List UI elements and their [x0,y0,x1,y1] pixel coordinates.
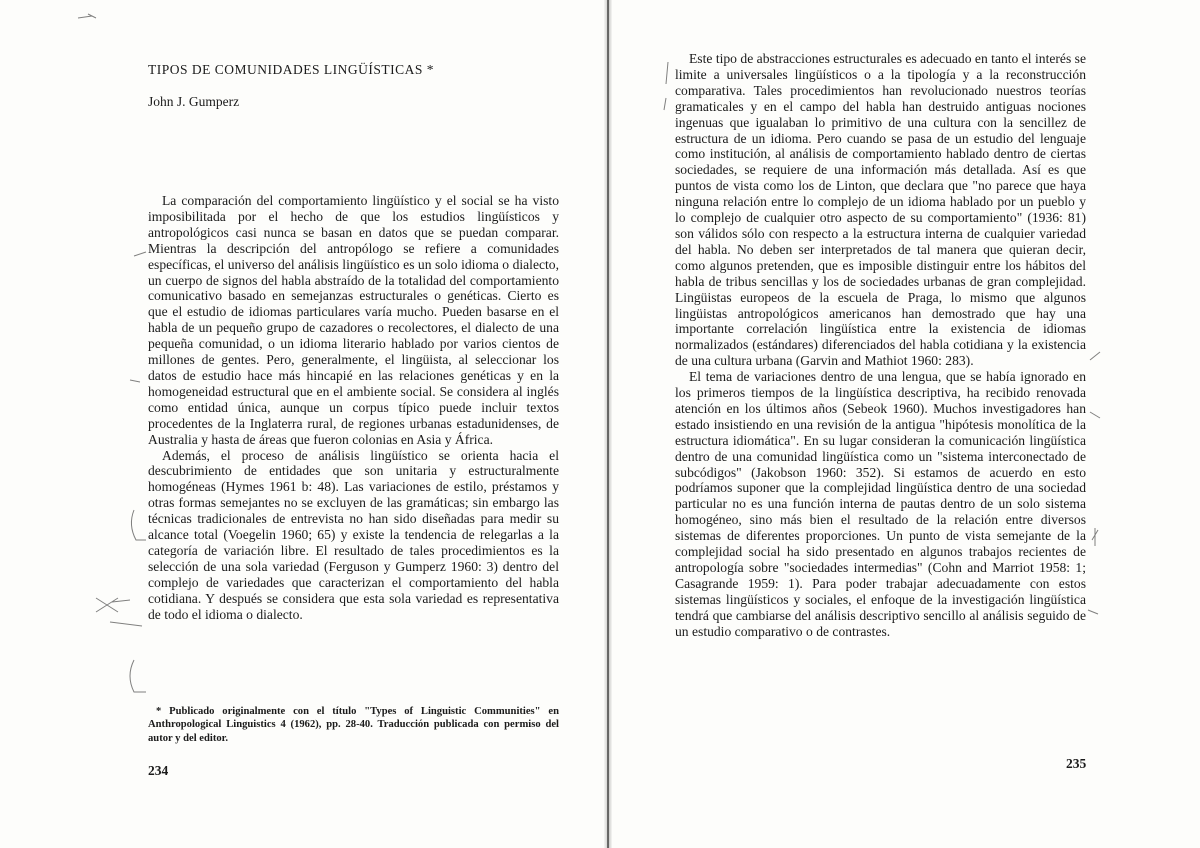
right-paragraph-2: El tema de variaciones dentro de una lengua, que se había ignorado en los primeros tiempos de la lingüística descriptiva, ha recibido renovada atención en los últimos años (Sebeok 1960). Muchos investigadores han estado insistiendo en una revisión de la antigua "hipótesis monolítica de la estructura idiomática". En su lugar consideran la comunicación lingüística dentro de una comunidad lingüística como un "sistema interconectado de subcódigos" (Jakobson 1960: 352). Si estamos de acuerdo en esto podríamos suponer que la complejidad lingüística dentro de una sociedad particular no es una función interna de pautas dentro de un solo sistema homogéneo, sino más bien el resultado de la relación entre diversos sistemas de diferentes proporciones. Un punto de vista semejante de la complejidad social ha sido presentado en algunos trabajos recientes de antropología sobre "sociedades intermedias" (Cohn and Marriot 1958: 1; Casagrande 1959: 1). Para poder trabajar adecuadamente con estos sistemas lingüísticos y sociales, el enfoque de la investigación lingüística tendrá que cambiarse del análisis descriptivo sencillo al análisis seguido de un estudio comparativo o de contrastes. [675,369,1086,639]
footnote [148,705,559,745]
chapter-title: TIPOS DE COMUNIDADES LINGÜÍSTICAS * [148,62,435,77]
page-number-right: 235 [1066,756,1087,771]
right-body-text [675,51,1086,640]
footnote-text: * Publicado originalmente con el título "Types of Linguistic Communities" en Anthropological Linguistics 4 (1962), pp. 28-40. Traducción publicada con permiso del autor y del editor. [148,706,559,744]
page-number-left: 234 [148,763,169,778]
right-page [612,0,1200,848]
left-paragraph-2: Además, el proceso de análisis lingüístico se orienta hacia el descubrimiento de entidades que son unitaria y estructuralmente homogéneas (Hymes 1961 b: 48). Las variaciones de estilo, préstamos y otras formas semejantes no se excluyen de las gramáticas; sin embargo las técnicas tradicionales de entrevista no han sido diseñadas para medir su alcance total (Voegelin 1960; 65) y existe la tendencia de relegarlas a la categoría de variación libre. El resultado de tales procedimientos es la selección de una sola variedad (Ferguson y Gumperz 1960: 3) dentro del complejo de variedades que caracterizan el comportamiento del habla cotidiana. Y después se considera que esta sola variedad es representativa de todo el idioma o dialecto. [148,447,559,622]
book-gutter [604,0,612,848]
left-paragraph-1: La comparación del comportamiento lingüístico y el social se ha visto imposibilitada por el hecho de que los estudios lingüísticos y antropológicos casi nunca se basan en datos que se puedan comparar. Mientras la descripción del antropólogo se refiere a comunidades específicas, el universo del análisis lingüístico es un solo idioma o dialecto, un cuerpo de signos del habla abstraído de la totalidad del comportamiento comunicativo basado en semejanzas estructurales o genéticas. Cierto es que el estudio de idiomas particulares varía mucho. Pueden basarse en el habla de un pequeño grupo de cazadores o recolectores, el dialecto de una pequeña comunidad, o un idioma literario hablado por varios cientos de millones de gentes. Pero, generalmente, el lingüista, al seleccionar los datos de estudio hace más hincapié en las relaciones genéticas y en la homogeneidad estructural que en el ambiente social. Se considera al inglés como entidad única, aunque un corpus típico puede incluir textos procedentes de la Inglaterra rural, de regiones urbanas estadunidenses, de Australia y hasta de áreas que fueron colonias en Asia y África. [148,193,559,447]
author-name: John J. Gumperz [148,94,240,109]
right-paragraph-1: Este tipo de abstracciones estructurales es adecuado en tanto el interés se limite a universales lingüísticos o a la tipología y a la reconstrucción comparativa. Tales procedimientos han revolucionado nuestros teorías gramaticales y en el campo del habla han destruido antiguas nociones ingenuas que igualaban lo primitivo de una cultura con la sencillez de estructura de un idioma. Pero cuando se pasa de un estudio del lenguaje como institución, al análisis de comportamiento hablado dentro de ciertas sociedades, se requiere de una información más detallada. Así es que puntos de vista como los de Linton, que declara que "no parece que haya ninguna relación entre lo complejo de un idioma hablado por un pueblo y lo complejo de cualquier otro aspecto de su comportamiento" (1936: 81) son válidos sólo con respecto a la estructura interna de cualquier variedad del habla. No deben ser interpretados de tal manera que quieran decir, como algunos pretenden, que es imposible distinguir entre los hábitos del habla de tribus sencillas y los de sociedades urbanas de gran complejidad. Lingüistas europeos de la escuela de Praga, lo mismo que algunos lingüistas antropológicos americanos han demostrado que hay una importante correlación lingüística entre la existencia de idiomas normalizados (estándares) diferenciados del habla cotidiana y la existencia de una cultura urbana (Garvin and Mathiot 1960: 283). [675,51,1086,369]
left-body-text [148,193,559,622]
